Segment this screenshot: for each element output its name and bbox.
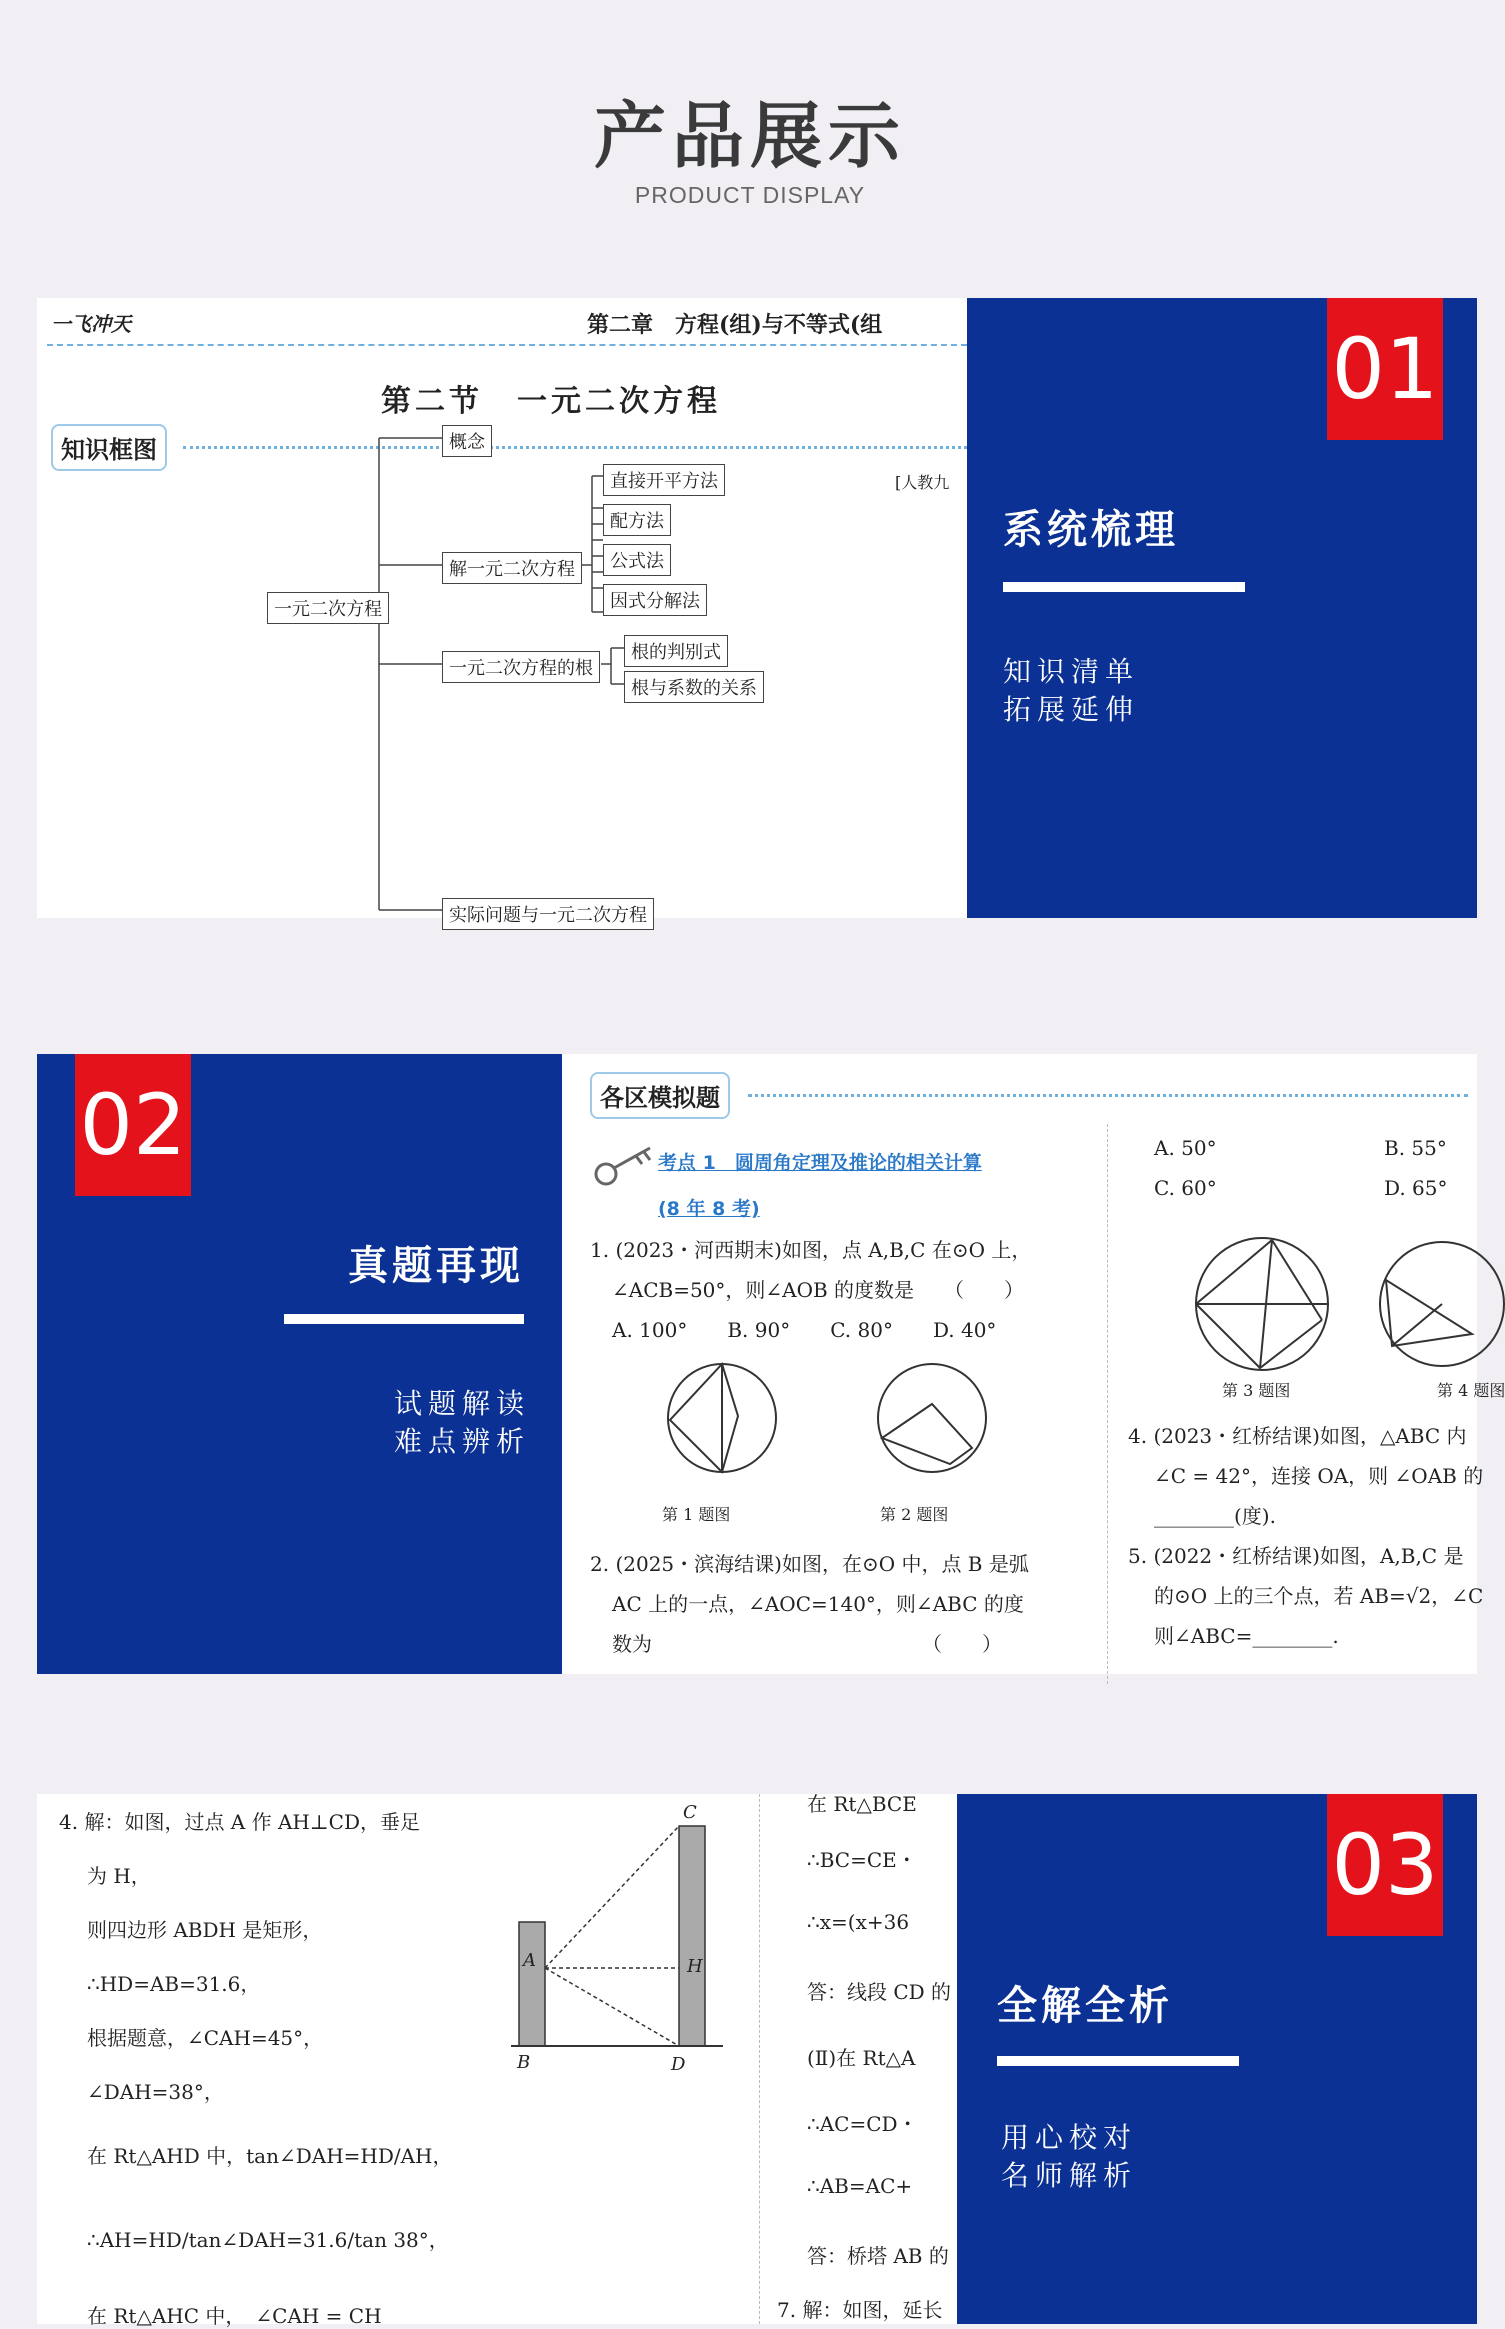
solution-right-line-4: 答：线段 CD 的 <box>807 1980 952 2004</box>
feature-line-2: 难点辨析 <box>393 1425 530 1458</box>
fig-label-a: A <box>523 1950 536 1971</box>
feature-number: 02 <box>75 1054 191 1196</box>
section-tag: 各区模拟题 <box>590 1072 730 1119</box>
feature-line-1: 知识清单 <box>1003 655 1140 688</box>
brand-logo: 一飞冲天 <box>51 312 131 336</box>
feature-panel-2 <box>37 1054 562 1674</box>
solution-right-line-3: ∴x=(x+36 <box>807 1910 910 1934</box>
exam-point-title: 考点 1 圆周角定理及推论的相关计算 <box>658 1152 982 1174</box>
tree-method-2: 配方法 <box>603 504 671 536</box>
solution-left-line-9: 在 Rt△AHC 中， ∠CAH = CH <box>87 2304 382 2328</box>
feature-card-2 <box>37 1054 1505 1674</box>
feature-card-3 <box>37 1792 1477 2328</box>
question-5-line-2: 的⊙O 上的三个点，若 AB=√2，∠C <box>1154 1584 1484 1608</box>
document-preview-3 <box>37 1792 967 2328</box>
feature-panel-3 <box>957 1794 1477 2324</box>
solution-left-line-2: 为 H， <box>87 1864 151 1888</box>
solution-right-line-2: ∴BC=CE・ <box>807 1848 917 1872</box>
tree-root-item-2: 根与系数的关系 <box>624 671 764 703</box>
question-1-line-2: ∠ACB=50°，则∠AOB 的度数是 （ ） <box>612 1278 1025 1302</box>
feature-line-2: 拓展延伸 <box>1003 693 1140 726</box>
tag-rule <box>748 1094 1468 1097</box>
figure-4 <box>1362 1224 1502 1384</box>
feature-line-2: 名师解析 <box>1001 2159 1138 2192</box>
tree-root-item-1: 根的判别式 <box>624 635 728 667</box>
page-subtitle: PRODUCT DISPLAY <box>634 182 866 208</box>
option-d: D. 65° <box>1384 1176 1448 1200</box>
fig-label-c: C <box>683 1802 697 1823</box>
fig-label-d: D <box>671 2054 686 2075</box>
question-1-options: A. 100° B. 90° C. 80° D. 40° <box>612 1318 997 1342</box>
option-c: C. 60° <box>1154 1176 1217 1200</box>
figure-2 <box>832 1344 1032 1494</box>
feature-divider <box>1003 582 1245 592</box>
column-divider <box>1107 1124 1108 1684</box>
solution-left-line-6: ∠DAH=38°， <box>87 2080 224 2104</box>
question-1-line-1: 1. (2023・河西期末)如图，点 A,B,C 在⊙O 上， <box>590 1238 1032 1262</box>
solution-left-line-1: 4. 解：如图，过点 A 作 AH⊥CD，垂足 <box>59 1810 420 1834</box>
question-2-line-1: 2. (2025・滨海结课)如图，在⊙O 中，点 B 是弧 <box>590 1552 1029 1576</box>
question-4-line-2: ∠C = 42°，连接 OA，则 ∠OAB 的 <box>1154 1464 1484 1488</box>
solution-left-line-4: ∴HD=AB=31.6， <box>87 1972 261 1996</box>
tree-application: 实际问题与一元二次方程 <box>442 898 654 930</box>
feature-divider <box>284 1314 524 1324</box>
figure-1 <box>622 1344 822 1494</box>
chapter-heading: 第二章 方程(组)与不等式(组 <box>587 312 883 338</box>
exam-point-count: (8 年 8 考) <box>658 1198 760 1220</box>
tree-method-3: 公式法 <box>603 544 671 576</box>
question-5-line-1: 5. (2022・红桥结课)如图，A,B,C 是 <box>1128 1544 1464 1568</box>
solution-right-line-1: 在 Rt△BCE <box>807 1792 917 1816</box>
feature-panel-1 <box>967 298 1477 918</box>
feature-title: 系统梳理 <box>1003 507 1179 553</box>
solution-right-line-5: (Ⅱ)在 Rt△A <box>807 2046 916 2070</box>
fig-label-b: B <box>517 2052 531 2073</box>
figure-3-caption: 第 3 题图 <box>1222 1381 1291 1400</box>
section-tag: 知识框图 <box>51 424 167 471</box>
feature-title: 全解全析 <box>997 1983 1173 2029</box>
question-2-line-2: AC 上的一点，∠AOC=140°，则∠ABC 的度 <box>612 1592 1024 1616</box>
section-heading: 第二节 一元二次方程 <box>381 384 721 419</box>
solution-left-line-3: 则四边形 ABDH 是矩形， <box>87 1918 323 1942</box>
figure-4-caption: 第 4 题图 <box>1437 1381 1505 1400</box>
question-5-line-3: 则∠ABC=________. <box>1154 1624 1339 1648</box>
tree-solve: 解一元二次方程 <box>442 552 582 584</box>
solution-right-line-8: 答：桥塔 AB 的 <box>807 2244 949 2268</box>
question-4-line-3: ________(度). <box>1154 1504 1276 1528</box>
solution-left-line-5: 根据题意，∠CAH=45°， <box>87 2026 324 2050</box>
tree-concept: 概念 <box>442 425 492 457</box>
feature-line-1: 用心校对 <box>1001 2121 1138 2154</box>
solution-right-line-9: 7. 解：如图，延长 <box>777 2298 943 2322</box>
solution-right-line-7: ∴AB=AC+ <box>807 2174 913 2198</box>
key-icon <box>592 1140 662 1190</box>
feature-number: 03 <box>1327 1794 1443 1936</box>
tree-root: 一元二次方程 <box>267 592 389 624</box>
figure-1-caption: 第 1 题图 <box>662 1505 731 1524</box>
feature-line-1: 试题解读 <box>393 1387 530 1420</box>
tree-method-4: 因式分解法 <box>603 584 707 616</box>
tree-method-1: 直接开平方法 <box>603 464 725 496</box>
feature-number: 01 <box>1327 298 1443 440</box>
tree-roots: 一元二次方程的根 <box>442 651 600 683</box>
document-preview-1 <box>37 298 967 926</box>
fig-label-h: H <box>687 1956 703 1977</box>
column-divider <box>759 1794 760 2324</box>
feature-title: 真题再现 <box>348 1243 524 1289</box>
bridge-figure <box>507 1798 727 2078</box>
option-b: B. 55° <box>1384 1136 1447 1160</box>
question-2-line-3: 数为 （ ） <box>612 1632 1002 1656</box>
figure-2-caption: 第 2 题图 <box>880 1505 949 1524</box>
solution-right-line-6: ∴AC=CD・ <box>807 2112 918 2136</box>
page-title: 产品展示 <box>593 94 906 178</box>
solution-left-line-7: 在 Rt△AHD 中，tan∠DAH=HD/AH， <box>87 2144 453 2168</box>
edition-note: [人教九 <box>895 473 950 492</box>
option-a: A. 50° <box>1154 1136 1217 1160</box>
feature-divider <box>997 2056 1239 2066</box>
feature-card-1 <box>37 298 1477 926</box>
document-preview-2 <box>562 1054 1505 1674</box>
mind-map-lines <box>37 298 967 918</box>
figure-3 <box>1162 1224 1362 1384</box>
solution-left-line-8: ∴AH=HD/tan∠DAH=31.6/tan 38°， <box>87 2228 449 2252</box>
question-4-line-1: 4. (2023・红桥结课)如图，△ABC 内 <box>1128 1424 1467 1448</box>
